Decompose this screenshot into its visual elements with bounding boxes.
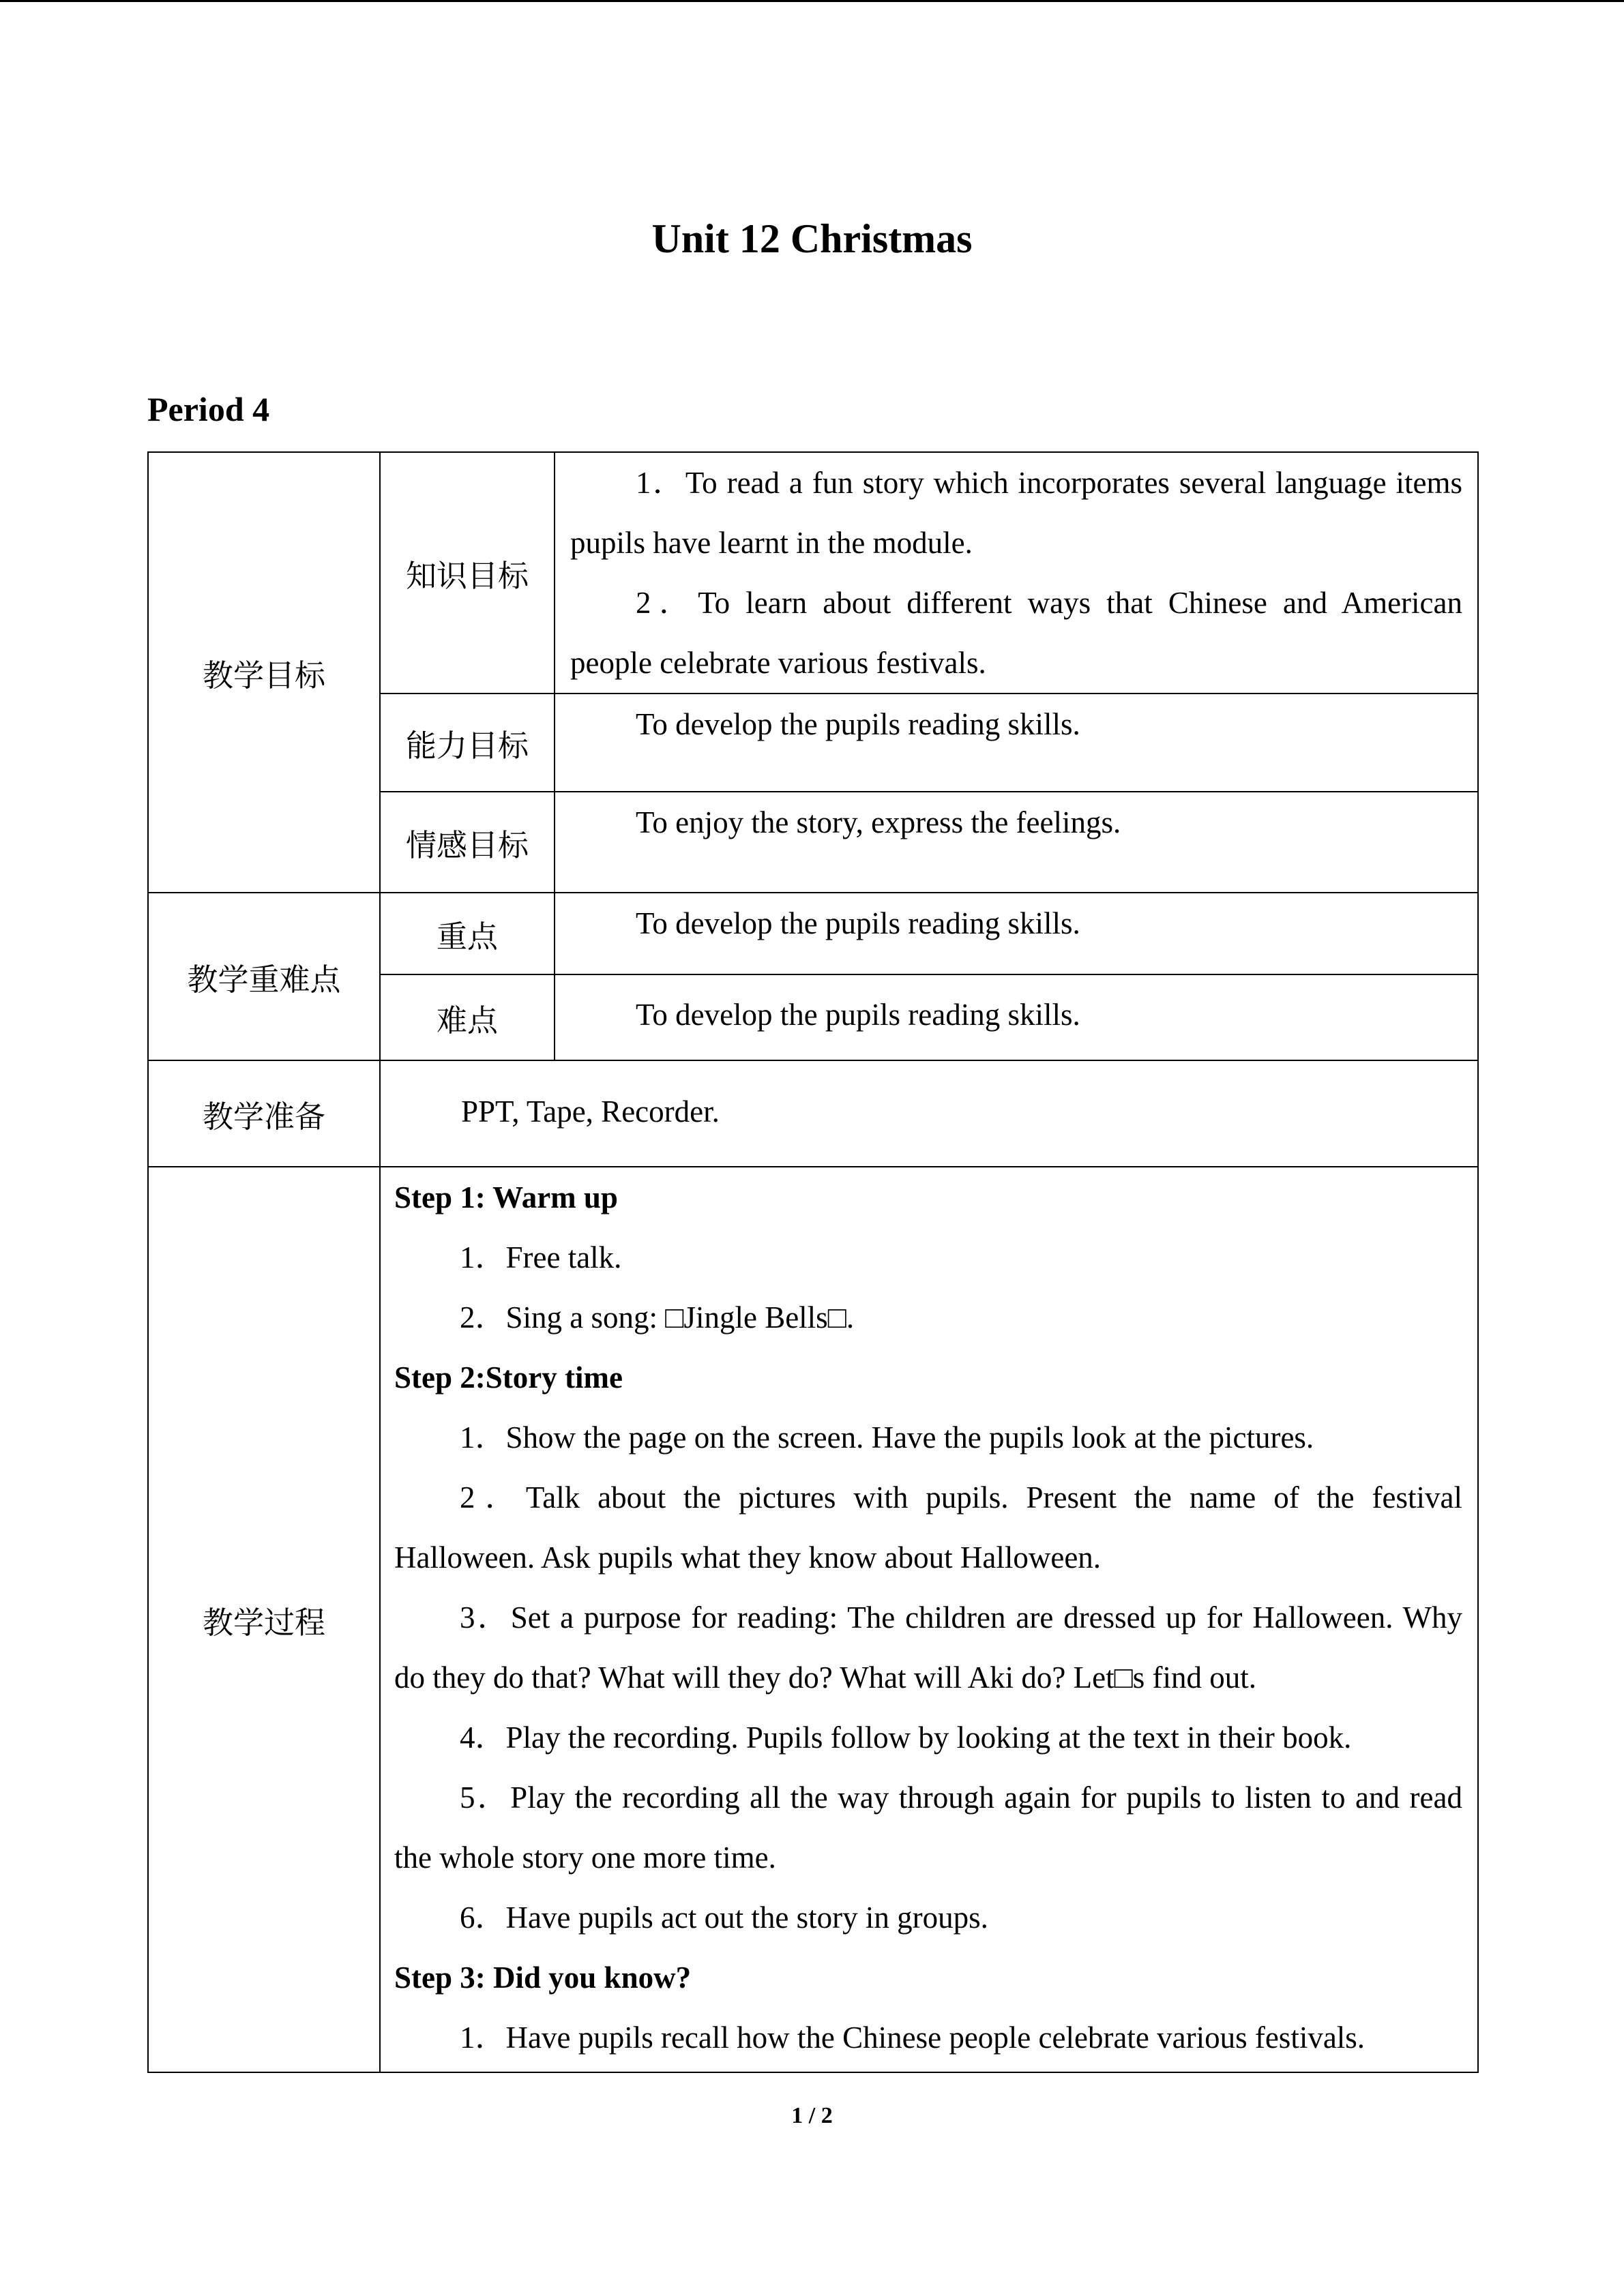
- step-2-item: 1．Show the page on the screen. Have the pupils look at the pictures.: [460, 1420, 1314, 1455]
- emotion-text: To enjoy the story, express the feelings.: [636, 805, 1121, 839]
- content-knowledge-objective: [555, 452, 1478, 694]
- knowledge-item-2: 2．To learn about different ways that Chinese and American people celebrate various festivals.: [570, 586, 1462, 680]
- step-2-item: 6．Have pupils act out the story in groups.: [460, 1900, 988, 1935]
- step-1-title: Step 1: Warm up: [394, 1180, 618, 1214]
- label-key-point: 重点: [380, 893, 555, 974]
- row-knowledge-objective: [148, 452, 1478, 694]
- category-key-points: 教学重难点: [148, 893, 380, 1060]
- content-difficult-point: [555, 974, 1478, 1060]
- step-3-title: Step 3: Did you know?: [394, 1960, 692, 1995]
- step-2-item: 4．Play the recording. Pupils follow by looking at the text in their book.: [460, 1720, 1352, 1755]
- label-difficult-point: 难点: [380, 974, 555, 1060]
- step-2-item: 3．Set a purpose for reading: The children are dressed up for Halloween. Why do they do that? What will they do? What will Aki do? Let□s find out.: [394, 1600, 1462, 1695]
- page-number: 1 / 2: [791, 2103, 833, 2128]
- step-2-item: 5．Play the recording all the way through again for pupils to listen to and read the whole story one more time.: [394, 1780, 1462, 1875]
- period-heading: Period 4: [147, 390, 270, 428]
- top-border-rule: [0, 0, 1624, 2]
- row-process: [148, 1167, 1478, 2072]
- content-preparation: [380, 1060, 1478, 1167]
- content-process: [380, 1167, 1478, 2072]
- category-objectives: 教学目标: [148, 452, 380, 893]
- preparation-text: PPT, Tape, Recorder.: [461, 1094, 720, 1129]
- document-title: Unit 12 Christmas: [651, 216, 973, 261]
- label-emotion-objective: 情感目标: [380, 792, 555, 893]
- row-preparation: [148, 1060, 1478, 1167]
- key-point-text: To develop the pupils reading skills.: [636, 906, 1080, 940]
- label-ability-objective: 能力目标: [380, 694, 555, 792]
- content-ability-objective: [555, 694, 1478, 792]
- step-2-item: 2．Talk about the pictures with pupils. Present the name of the festival Halloween. Ask pupils what they know about Halloween.: [394, 1480, 1462, 1575]
- step-3-item: 1．Have pupils recall how the Chinese people celebrate various festivals.: [460, 2021, 1365, 2055]
- label-knowledge-objective: 知识目标: [380, 452, 555, 694]
- category-process: 教学过程: [148, 1167, 380, 2072]
- knowledge-item-1: 1．To read a fun story which incorporates several language items pupils have learnt in the module.: [570, 466, 1462, 560]
- row-key-point: [148, 893, 1478, 974]
- category-preparation: 教学准备: [148, 1060, 380, 1167]
- step-2-title: Step 2:Story time: [394, 1360, 623, 1395]
- content-key-point: [555, 893, 1478, 974]
- step-1-item: 1．Free talk.: [460, 1240, 622, 1274]
- step-1-item: 2．Sing a song: □Jingle Bells□.: [460, 1300, 855, 1335]
- ability-text: To develop the pupils reading skills.: [636, 707, 1080, 741]
- content-emotion-objective: [555, 792, 1478, 893]
- lesson-plan-table: [147, 451, 1479, 2073]
- difficult-point-text: To develop the pupils reading skills.: [636, 998, 1080, 1032]
